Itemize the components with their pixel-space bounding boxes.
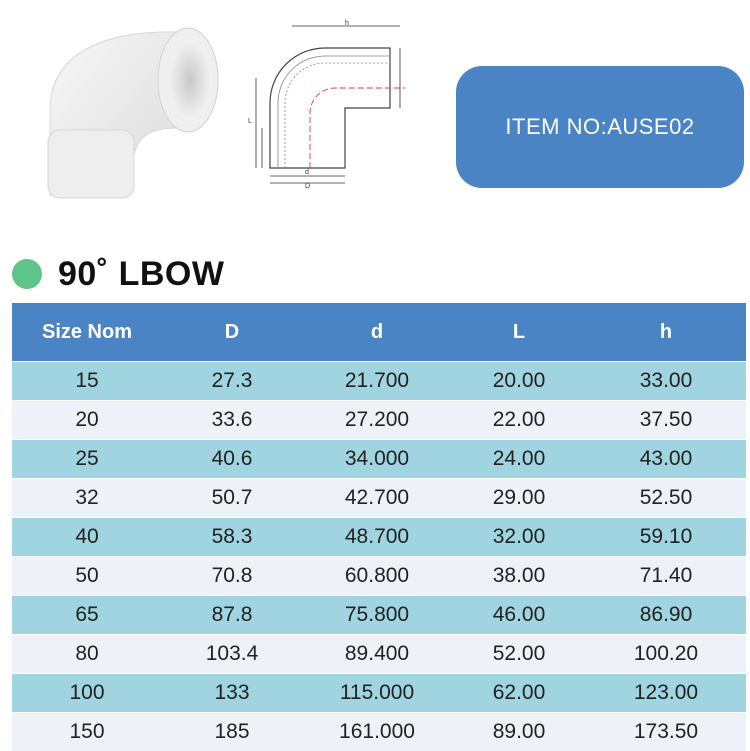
cell-size: 15 [12, 362, 162, 401]
cell-h: 71.40 [586, 557, 746, 596]
cell-d: 75.800 [302, 596, 452, 635]
cell-L: 52.00 [452, 635, 586, 674]
cell-size: 20 [12, 401, 162, 440]
table-row [12, 518, 746, 557]
cell-D: 40.6 [162, 440, 302, 479]
cell-size: 100 [12, 674, 162, 713]
item-number-badge [456, 66, 744, 188]
cell-h: 43.00 [586, 440, 746, 479]
table-row [12, 596, 746, 635]
cell-L: 22.00 [452, 401, 586, 440]
cell-size: 40 [12, 518, 162, 557]
dimension-d-label: d [305, 169, 309, 176]
cell-size: 25 [12, 440, 162, 479]
cell-D: 103.4 [162, 635, 302, 674]
table-row [12, 479, 746, 518]
cell-D: 50.7 [162, 479, 302, 518]
item-number-text: ITEM NO:AUSE02 [505, 114, 694, 140]
cell-L: 38.00 [452, 557, 586, 596]
dimension-h-label: h [345, 20, 349, 27]
cell-L: 46.00 [452, 596, 586, 635]
cell-d: 21.700 [302, 362, 452, 401]
cell-h: 100.20 [586, 635, 746, 674]
cell-d: 48.700 [302, 518, 452, 557]
table-row [12, 635, 746, 674]
table-row [12, 401, 746, 440]
cell-size: 32 [12, 479, 162, 518]
cell-d: 27.200 [302, 401, 452, 440]
cell-d: 60.800 [302, 557, 452, 596]
cell-d: 34.000 [302, 440, 452, 479]
cell-d: 42.700 [302, 479, 452, 518]
cell-h: 37.50 [586, 401, 746, 440]
cell-size: 65 [12, 596, 162, 635]
cell-D: 87.8 [162, 596, 302, 635]
cell-L: 29.00 [452, 479, 586, 518]
header-L: L [452, 303, 586, 362]
section-bullet-icon [12, 259, 42, 289]
table-row [12, 557, 746, 596]
cell-L: 24.00 [452, 440, 586, 479]
cell-size: 150 [12, 713, 162, 751]
cell-D: 133 [162, 674, 302, 713]
cell-L: 89.00 [452, 713, 586, 751]
cell-L: 32.00 [452, 518, 586, 557]
elbow-technical-drawing [240, 18, 420, 188]
cell-D: 27.3 [162, 362, 302, 401]
cell-d: 89.400 [302, 635, 452, 674]
header-h: h [586, 303, 746, 362]
table-header-row [12, 303, 746, 362]
cell-h: 123.00 [586, 674, 746, 713]
table-row [12, 713, 746, 751]
cell-h: 33.00 [586, 362, 746, 401]
cell-d: 161.000 [302, 713, 452, 751]
elbow-photo [30, 10, 230, 205]
cell-size: 80 [12, 635, 162, 674]
cell-h: 173.50 [586, 713, 746, 751]
cell-L: 20.00 [452, 362, 586, 401]
table-row [12, 674, 746, 713]
cell-size: 50 [12, 557, 162, 596]
cell-h: 59.10 [586, 518, 746, 557]
cell-D: 185 [162, 713, 302, 751]
header-d: d [302, 303, 452, 362]
cell-d: 115.000 [302, 674, 452, 713]
dimension-L-label: L [248, 118, 252, 125]
cell-h: 86.90 [586, 596, 746, 635]
cell-h: 52.50 [586, 479, 746, 518]
cell-L: 62.00 [452, 674, 586, 713]
header-size-nom: Size Nom [12, 303, 162, 362]
cell-D: 33.6 [162, 401, 302, 440]
section-title-row [12, 252, 224, 296]
section-title: 90˚ LBOW [58, 255, 224, 294]
dimension-table [12, 303, 746, 751]
table-row [12, 362, 746, 401]
header-D: D [162, 303, 302, 362]
product-header [0, 0, 750, 240]
cell-D: 58.3 [162, 518, 302, 557]
table-row [12, 440, 746, 479]
dimension-D-label: D [305, 183, 310, 188]
cell-D: 70.8 [162, 557, 302, 596]
